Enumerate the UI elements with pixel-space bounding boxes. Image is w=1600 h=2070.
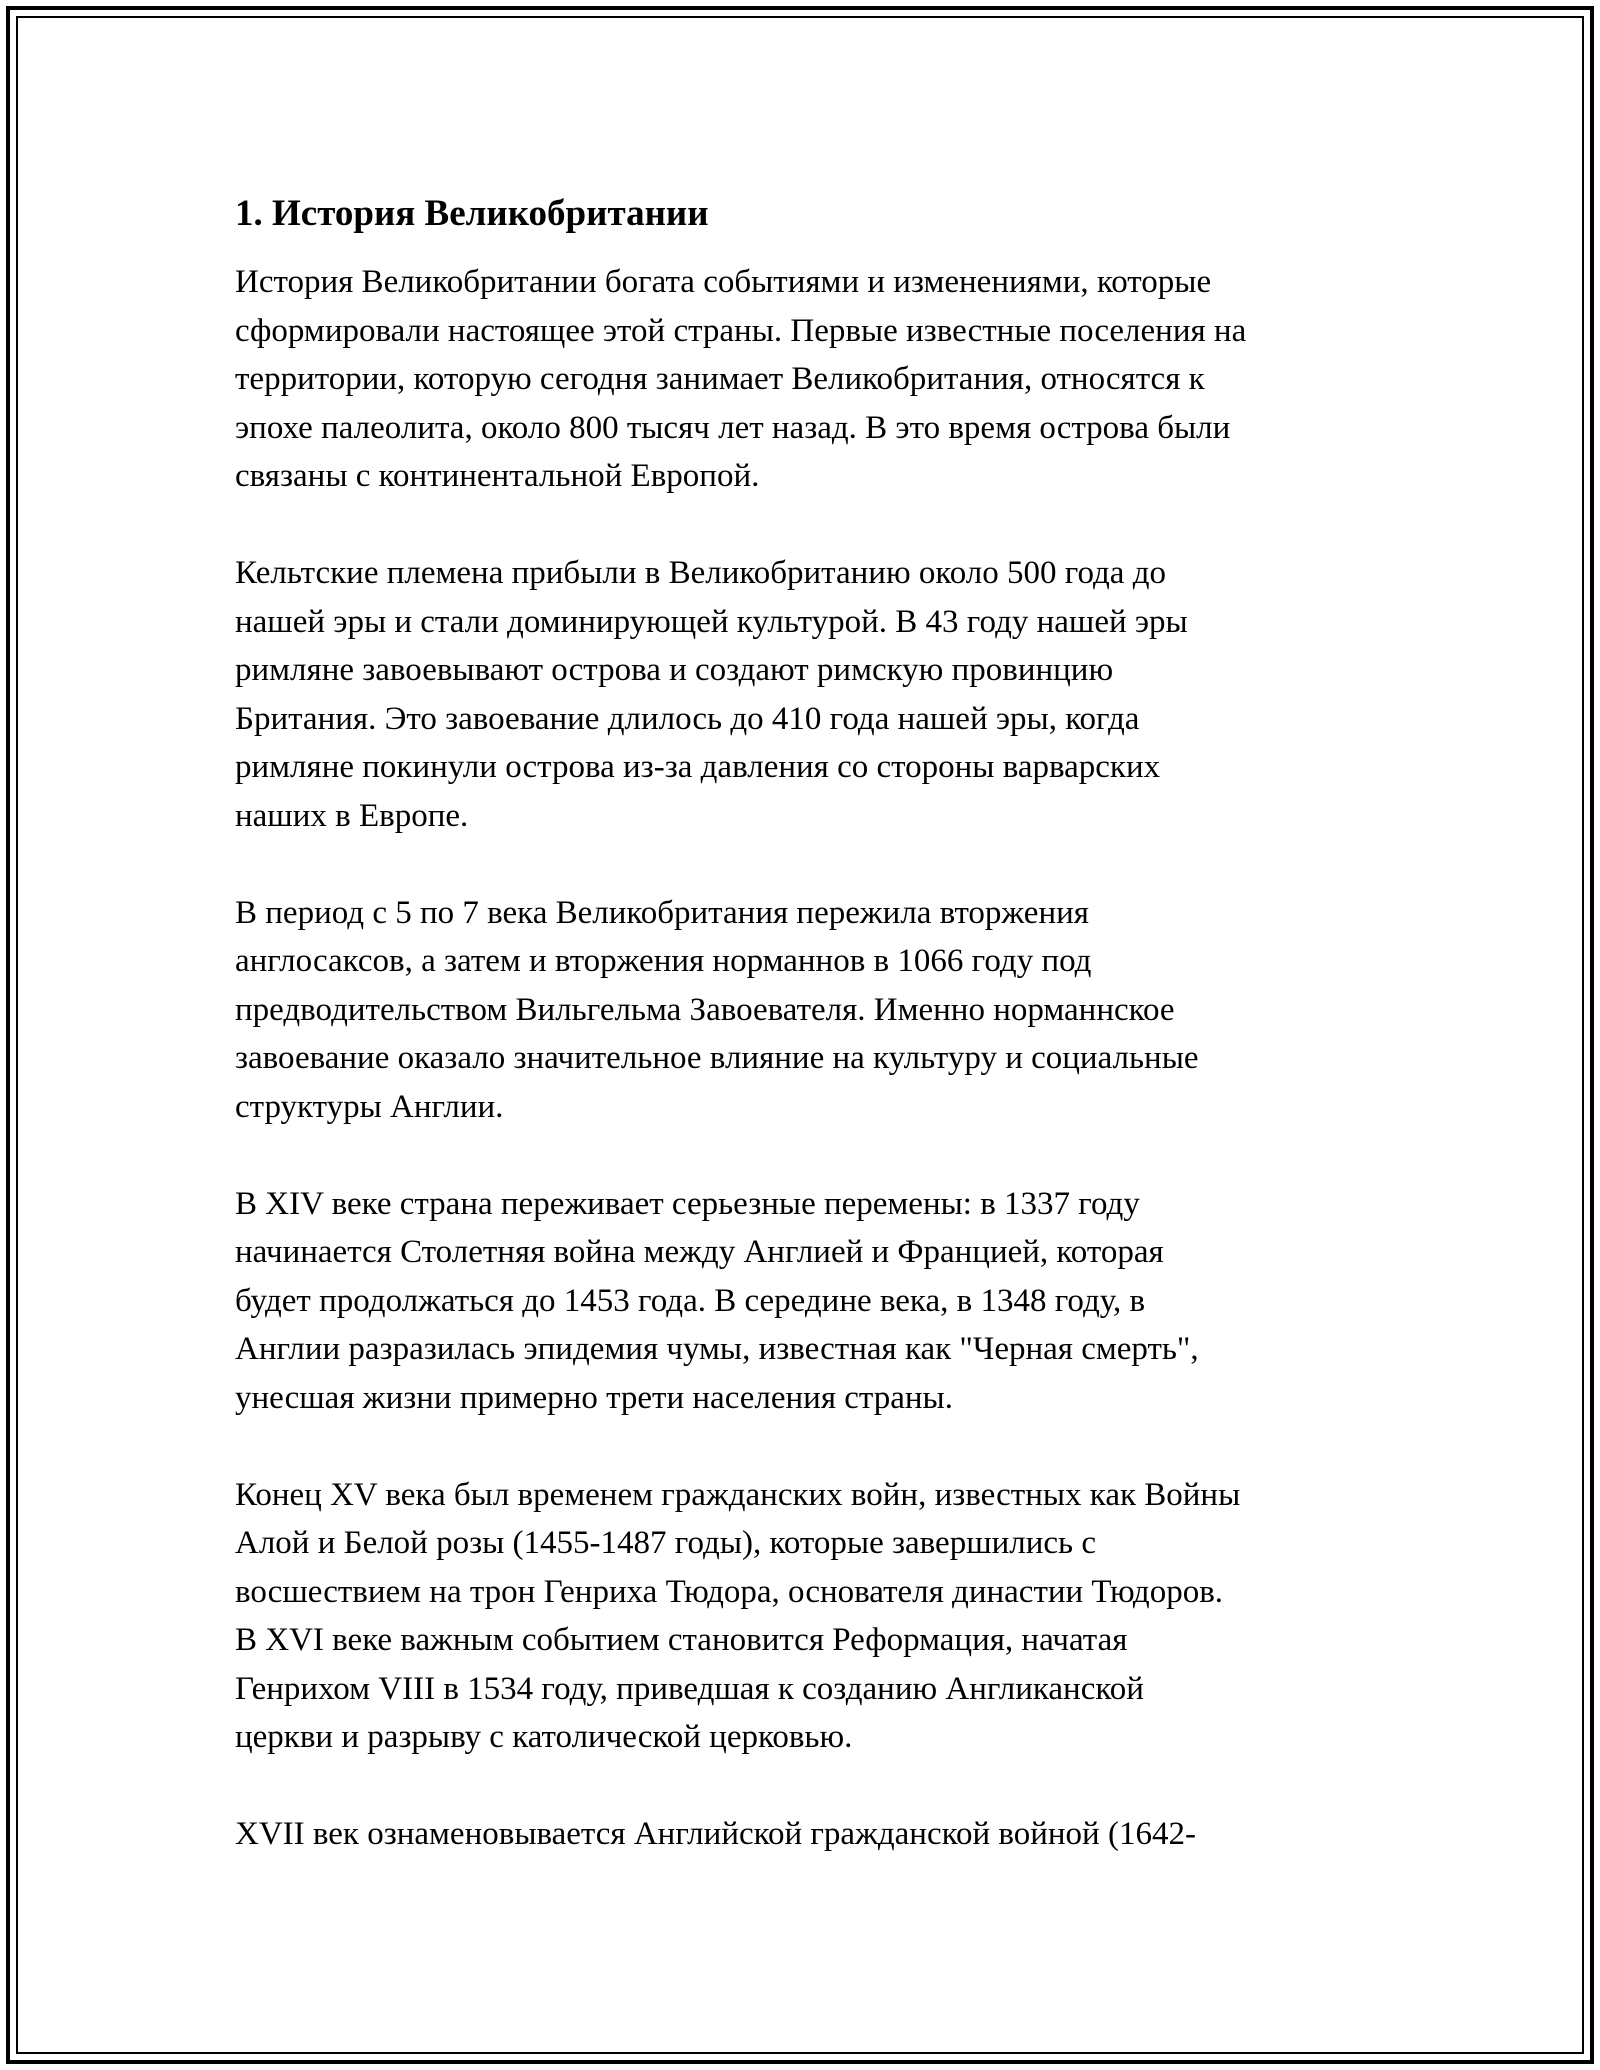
- paragraph-5: Конец XV века был временем гражданских войн, известных как Войны Алой и Белой розы (1455-1487 годы), которые завершились с восшествием на трон Генриха Тюдора, основателя династии Тюдоров. В XVI веке важным событием становится Реформация, начатая Генрихом VIII в 1534 году, приведшая к созданию Англиканской церкви и разрыву с католической церковью.: [235, 1476, 1241, 1755]
- paragraph-6: XVII век ознаменовывается Английской гражданской войной (1642-: [235, 1816, 1196, 1852]
- document-body: [235, 190, 1375, 1907]
- paragraph-3: В период с 5 по 7 века Великобритания пережила вторжения англосаксов, а затем и вторжения норманнов в 1066 году под предводительством Вильгельма Завоевателя. Именно норманнское завоевание оказало значительное влияние на культуру и социальные структуры Англии.: [235, 894, 1199, 1125]
- paragraph-1: История Великобритании богата событиями и изменениями, которые сформировали настоящее этой страны. Первые известные поселения на территории, которую сегодня занимает Великобритания, относятся к эпохе палеолита, около 800 тысяч лет назад. В это время острова были связаны с континентальной Европой.: [235, 264, 1247, 494]
- paragraph-2: Кельтские племена прибыли в Великобританию около 500 года до нашей эры и стали доминирующей культурой. В 43 году нашей эры римляне завоевывают острова и создают римскую провинцию Британия. Это завоевание длилось до 410 года нашей эры, когда римляне покинули острова из-за давления со стороны варварских наших в Европе.: [235, 555, 1188, 834]
- section-heading: 1. История Великобритании: [235, 193, 709, 234]
- paragraph-4: В XIV веке страна переживает серьезные перемены: в 1337 году начинается Столетняя война между Англией и Францией, которая будет продолжаться до 1453 года. В середине века, в 1348 году, в Англии разразилась эпидемия чумы, известная как "Черная смерть", унесшая жизни примерно трети населения страны.: [235, 1185, 1199, 1416]
